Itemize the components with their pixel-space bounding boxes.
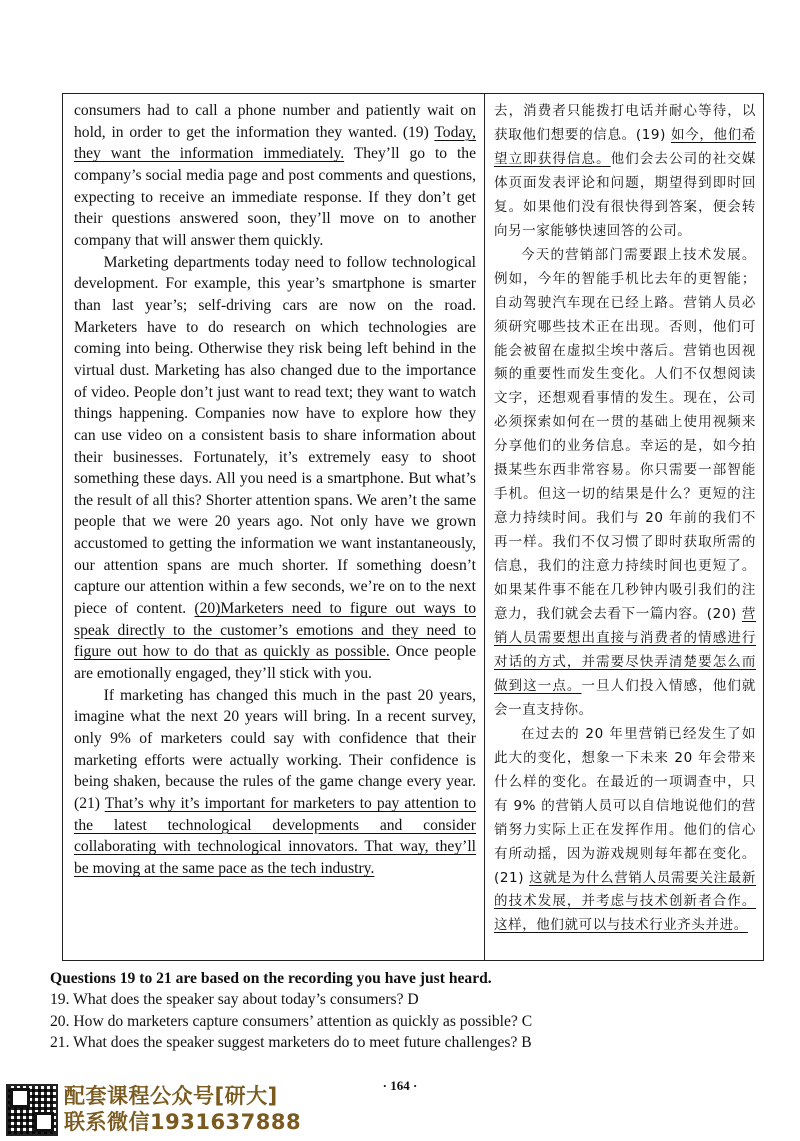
english-p1-text-a: consumers had to call a phone number and patiently wait on hold, in order to get the information they wanted. (19) xyxy=(74,102,476,141)
chinese-p1-text-a: 去，消费者只能拨打电话并耐心等待，以获取他们想要的信息。(19) xyxy=(494,103,756,143)
watermark-line-2: 联系微信1931637888 xyxy=(64,1110,302,1134)
english-p1-text-b: They’ll go to the company’s social media page and post comments and questions, expecting to receive an immediate response. If they don’t get their questions answered soon, they’ll move on to another company that will answer them quickly. xyxy=(74,145,476,249)
answer-19-english: Today, they want the information immediately. xyxy=(74,123,476,163)
english-p3-text-a: If marketing has changed this much in the past 20 years, imagine what the next 20 years will bring. In a recent survey, only 9% of marketers could say with confidence that their marketing efforts were actually working. Their confidence is being shaken, because the rules of the game change every year. (21) xyxy=(74,686,476,812)
answer-20-chinese: 营销人员需要想出直接与消费者的情感进行对话的方式，并需要尽快弄清楚要怎么而做到这一点。 xyxy=(494,606,756,694)
question-21: 21. What does the speaker suggest marketers do to meet future challenges? B xyxy=(50,1033,532,1051)
questions-section xyxy=(50,968,760,1053)
english-transcript xyxy=(74,100,476,880)
chinese-p2-text-a: 今天的营销部门需要跟上技术发展。例如，今年的智能手机比去年的更智能；自动驾驶汽车现在已经上路。营销人员必须研究哪些技术正在出现。否则，他们可能会被留在虚拟尘埃中落后。营销也因视频的重要性而发生变化。人们不仅想阅读文字，还想观看事情的发生。现在，公司必须探索如何在一贯的基础上使用视频来分享他们的业务信息。幸运的是，如今拍摄某些东西非常容易。你只需要一部智能手机。但这一切的结果是什么？更短的注意力持续时间。我们与 20 年前的我们不再一样。我们不仅习惯了即时获取所需的信息，我们的注意力持续时间也更短了。如果某件事不能在几秒钟内吸引我们的注意力，我们就会去看下一篇内容。(20) xyxy=(494,246,756,623)
answer-21-chinese: 这就是为什么营销人员需要关注最新的技术发展，并考虑与技术创新者合作。这样，他们就可以与技术行业齐头并进。 xyxy=(494,869,756,934)
english-paragraph-2 xyxy=(74,252,476,685)
english-paragraph-1 xyxy=(74,100,476,252)
chinese-paragraph-1 xyxy=(494,100,756,244)
question-20: 20. How do marketers capture consumers’ attention as quickly as possible? C xyxy=(50,1012,533,1030)
watermark-line-1: 配套课程公众号[研大] xyxy=(64,1084,278,1108)
chinese-p2-text-b: 一旦人们投入情感，他们就会一直支持你。 xyxy=(494,677,756,718)
answer-21-english: That’s why it’s important for marketers to pay attention to the latest technological developments and consider collaborating with technological innovators. That way, they’ll be moving at the same pace as the tech industry. xyxy=(74,795,476,877)
chinese-translation xyxy=(494,100,756,938)
watermark xyxy=(6,1084,326,1136)
qr-code-icon xyxy=(6,1084,58,1136)
chinese-paragraph-2 xyxy=(494,244,756,723)
chinese-paragraph-3 xyxy=(494,723,756,939)
questions-heading: Questions 19 to 21 are based on the recording you have just heard. xyxy=(50,970,492,987)
answer-19-chinese: 如今，他们希望立即获得信息。 xyxy=(494,126,756,167)
question-19: 19. What does the speaker say about today’s consumers? D xyxy=(50,991,419,1009)
chinese-p3-text-a: 在过去的 20 年里营销已经发生了如此大的变化，想象一下未来 20 年会带来什么样的变化。在最近的一项调查中，只有 9% 的营销人员可以自信地说他们的营销努力实际上正在发挥作用。他们的信心有所动摇，因为游戏规则每年都在变化。(21) xyxy=(494,725,756,886)
chinese-p1-text-b: 他们会去公司的社交媒体页面发表评论和问题，期望得到即时回复。如果他们没有很快得到答案，便会转向另一家能够快速回答的公司。 xyxy=(494,150,756,239)
english-p2-text-b: Once people are emotionally engaged, they’ll stick with you. xyxy=(74,643,476,683)
english-paragraph-3 xyxy=(74,685,476,880)
answer-20-english: (20)Marketers need to figure out ways to speak directly to the customer’s emotions and they need to figure out how to do that as quickly as possible. xyxy=(74,600,476,661)
column-divider xyxy=(484,93,485,961)
english-p2-text-a: Marketing departments today need to follow technological development. For example, this year’s smartphone is smarter than last year’s; self-driving cars are now on the road. Marketers have to do research on which technologies are coming into being. Otherwise they risk being left behind in the virtual dust. Marketing has also changed due to the importance of video. People don’t just want to read text; they want to watch things happening. Companies now have to explore how they can use video on a consistent basis to share information about their businesses. Fortunately, it’s extremely easy to shoot something these days. All you need is a smartphone. But what’s the result of all this? Shorter attention spans. We aren’t the same people that we were 20 years ago. Not only have we grown accustomed to getting the information we want instantaneously, our attention spans are much shorter. If something doesn’t capture our attention within a few seconds, we’re on to the next piece of content. xyxy=(74,253,476,618)
page-number: · 164 · xyxy=(382,1078,418,1093)
